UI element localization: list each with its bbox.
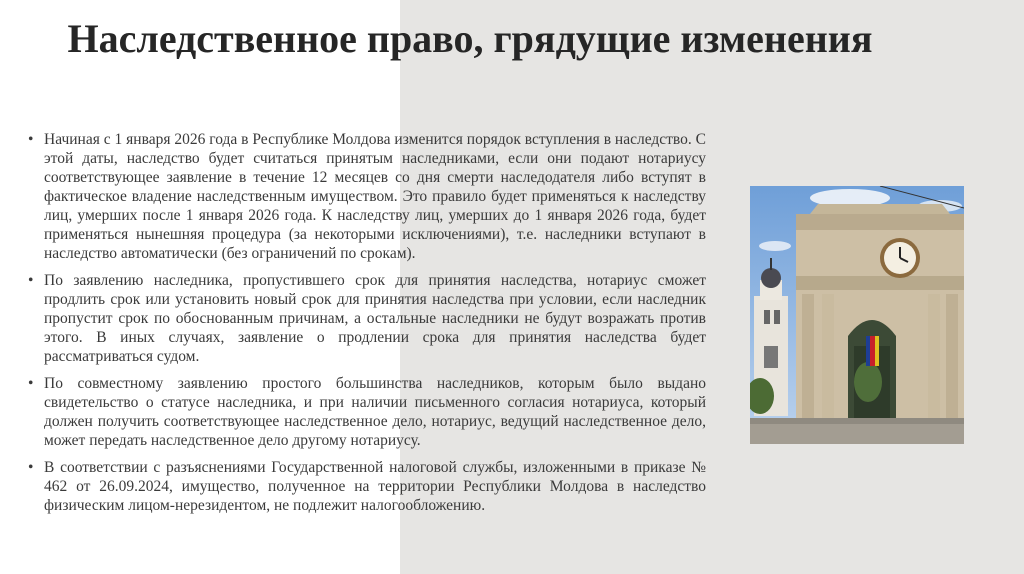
bullet-item-4: • В соответствии с разъяснениями Государственной налоговой службы, изложенными в приказе № 462 от 26.09.2024, имущество, полученное на территории Республики Молдова в наследство физическим лицом-нерезидентом, не подлежит налогообложению. xyxy=(26,458,706,515)
triumphal-arch-photo xyxy=(750,186,964,444)
bullet-item-3: • По совместному заявлению простого большинства наследников, которым было выдано свидетельство о статусе наследника, и при наличии письменного согласия нотариуса, который должен получить соответствующее наследственное дело, нотариус, ведущий наследственное дело, может передать наследственное дело другому нотариусу. xyxy=(26,374,706,450)
bullet-item-1: • Начиная с 1 января 2026 года в Республике Молдова изменится порядок вступления в наследство. С этой даты, наследство будет считаться принятым наследниками, если они подают нотариусу соответствующее заявление в течение 12 месяцев со дня смерти наследодателя либо вступят в фактическое владение наследственным имуществом. Это правило будет применяться к наследству лиц, умерших после 1 января 2026 года. К наследству лиц, умерших до 1 января 2026 года, будет применяться нынешняя процедура (за некоторыми исключениями), т.е. наследники вступают в наследство автоматически (без ограничений по срокам). xyxy=(26,130,706,263)
bullet-list xyxy=(26,130,706,515)
slide-title: Наследственное право, грядущие изменения xyxy=(67,16,873,61)
slide-body xyxy=(26,130,706,523)
bullet-item-2: • По заявлению наследника, пропустившего срок для принятия наследства, нотариус сможет продлить срок или установить новый срок для принятия наследства при условии, если наследник пропустит срок по обоснованным причинам, а остальные наследники не будут возражать против этого. В иных случаях, заявление о продлении срока для принятия наследства будет рассматриваться судом. xyxy=(26,271,706,366)
